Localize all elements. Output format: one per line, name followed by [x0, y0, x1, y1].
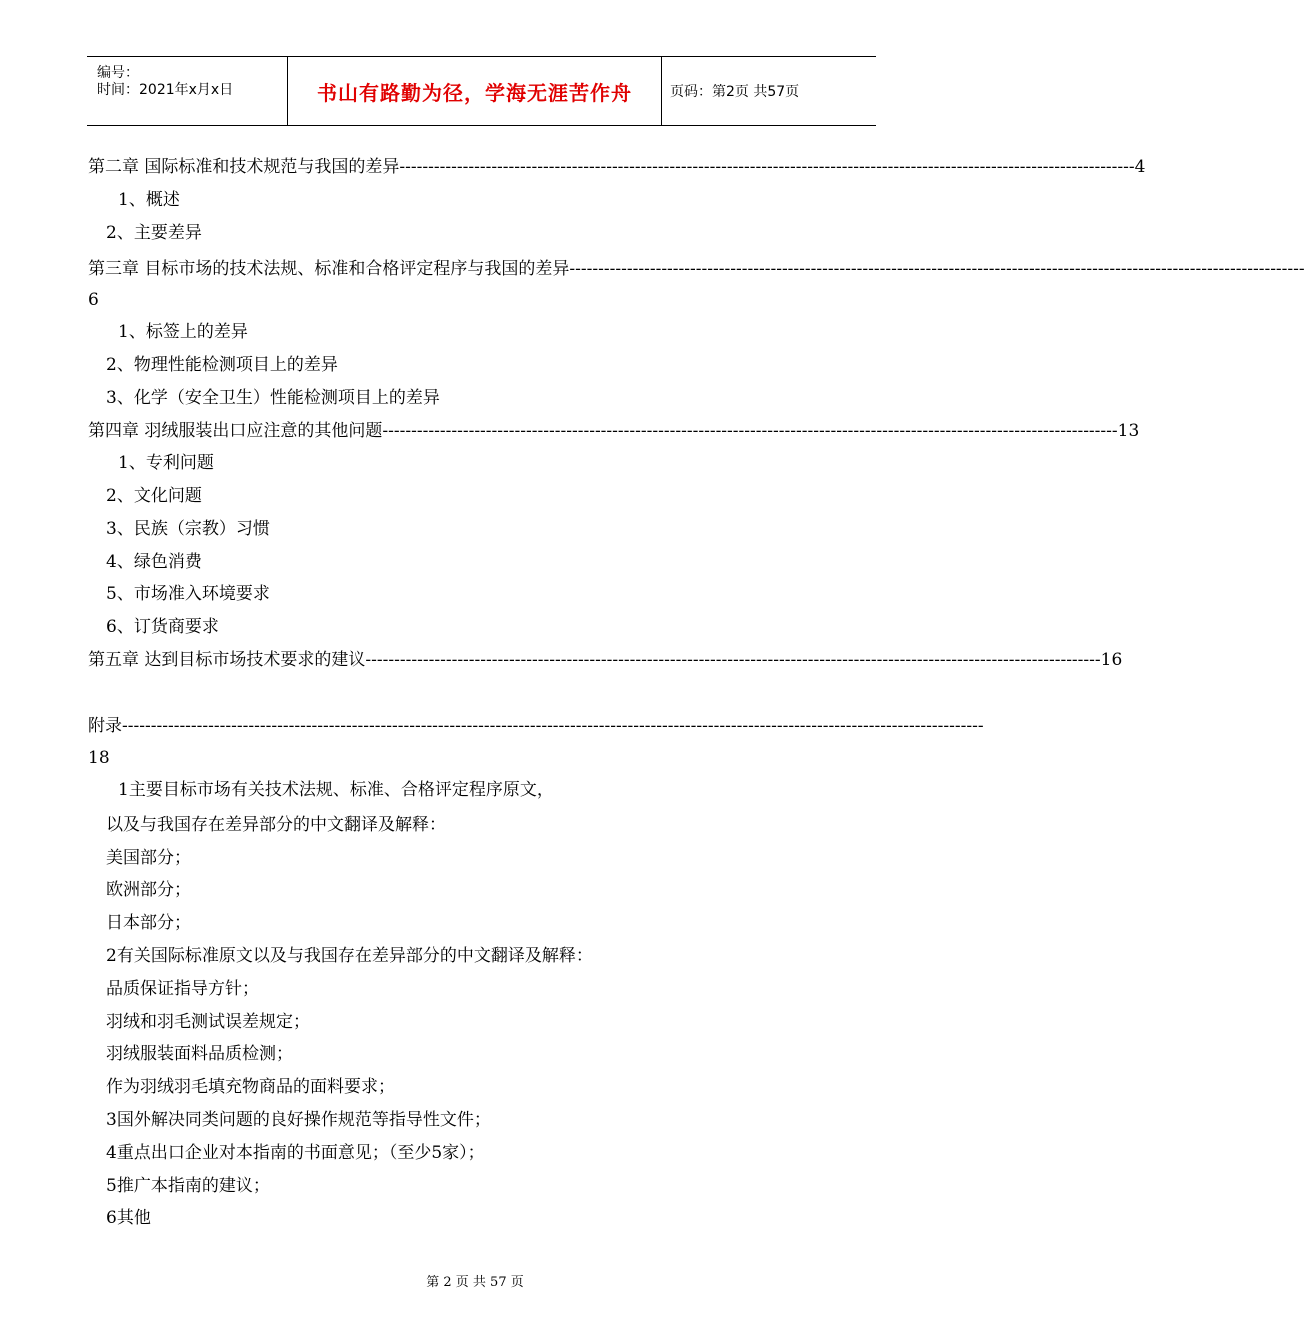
appendix-item: 2有关国际标准原文以及与我国存在差异部分的中文翻译及解释：	[106, 946, 593, 966]
header-table	[87, 56, 876, 126]
appendix-item: 以及与我国存在差异部分的中文翻译及解释：	[106, 815, 446, 835]
toc-item: 6、订货商要求	[106, 617, 219, 637]
appendix-item: 美国部分；	[106, 848, 191, 868]
toc-page-number: 4	[1134, 157, 1146, 177]
toc-item: 2、文化问题	[106, 486, 202, 506]
appendix-item: 羽绒服装面料品质检测；	[106, 1044, 293, 1064]
toc-item: 3、化学（安全卫生）性能检测项目上的差异	[106, 388, 440, 408]
appendix-item: 日本部分；	[106, 913, 191, 933]
toc-chapter-5	[88, 650, 1123, 670]
document-time-label: 时间：2021年x月x日	[97, 82, 234, 98]
toc-item: 1、概述	[118, 190, 180, 210]
toc-page-number: 13	[1117, 421, 1140, 441]
appendix-item: 欧洲部分；	[106, 880, 191, 900]
toc-chapter-title: 第五章 达到目标市场技术要求的建议	[88, 650, 366, 670]
toc-chapter-title: 附录	[88, 716, 122, 736]
document-number-label: 编号：	[97, 65, 139, 81]
toc-item: 1、标签上的差异	[118, 322, 248, 342]
appendix-item: 6其他	[106, 1208, 151, 1228]
toc-item: 5、市场准入环境要求	[106, 584, 270, 604]
toc-item: 3、民族（宗教）习惯	[106, 519, 270, 539]
toc-chapter-title: 第四章 羽绒服装出口应注意的其他问题	[88, 421, 383, 441]
appendix-item: 羽绒和羽毛测试误差规定；	[106, 1012, 310, 1032]
toc-appendix	[88, 716, 984, 736]
appendix-item: 1主要目标市场有关技术法规、标准、合格评定程序原文，	[118, 780, 554, 800]
toc-leader-dots: --------------------------------------------------------------------------------------------------------------------------------	[399, 157, 1135, 177]
toc-page-number: 18	[88, 748, 110, 768]
toc-leader-dots: ------------------------------------------------------------------------------------------------------------------------------------------------------	[122, 716, 984, 736]
toc-item: 4、绿色消费	[106, 552, 202, 572]
header-page-label: 页码：第2页 共57页	[670, 84, 800, 100]
toc-chapter-2	[88, 157, 1146, 177]
appendix-item: 3国外解决同类问题的良好操作规范等指导性文件；	[106, 1110, 491, 1130]
header-motto: 书山有路勤为径，学海无涯苦作舟	[287, 57, 662, 125]
toc-chapter-title: 第三章 目标市场的技术法规、标准和合格评定程序与我国的差异	[88, 259, 570, 279]
appendix-item: 5推广本指南的建议；	[106, 1176, 270, 1196]
toc-page-number: 16	[1100, 650, 1123, 670]
toc-leader-dots: --------------------------------------------------------------------------------------------------------------------------------	[382, 421, 1118, 441]
toc-item: 2、物理性能检测项目上的差异	[106, 355, 338, 375]
toc-page-number: 6	[88, 290, 99, 310]
appendix-item: 品质保证指导方针；	[106, 979, 259, 999]
toc-leader-dots: --------------------------------------------------------------------------------------------------------------------------------	[569, 259, 1305, 279]
toc-chapter-4	[88, 421, 1140, 441]
appendix-item: 4重点出口企业对本指南的书面意见；（至少5家）；	[106, 1143, 485, 1163]
page-footer: 第 2 页 共 57 页	[426, 1275, 524, 1290]
toc-item: 2、主要差异	[106, 223, 202, 243]
toc-item: 1、专利问题	[118, 453, 214, 473]
appendix-item: 作为羽绒羽毛填充物商品的面料要求；	[106, 1077, 395, 1097]
header-left-cell	[87, 57, 287, 125]
toc-chapter-title: 第二章 国际标准和技术规范与我国的差异	[88, 157, 400, 177]
toc-chapter-3	[88, 259, 1305, 279]
toc-leader-dots: --------------------------------------------------------------------------------------------------------------------------------	[365, 650, 1101, 670]
